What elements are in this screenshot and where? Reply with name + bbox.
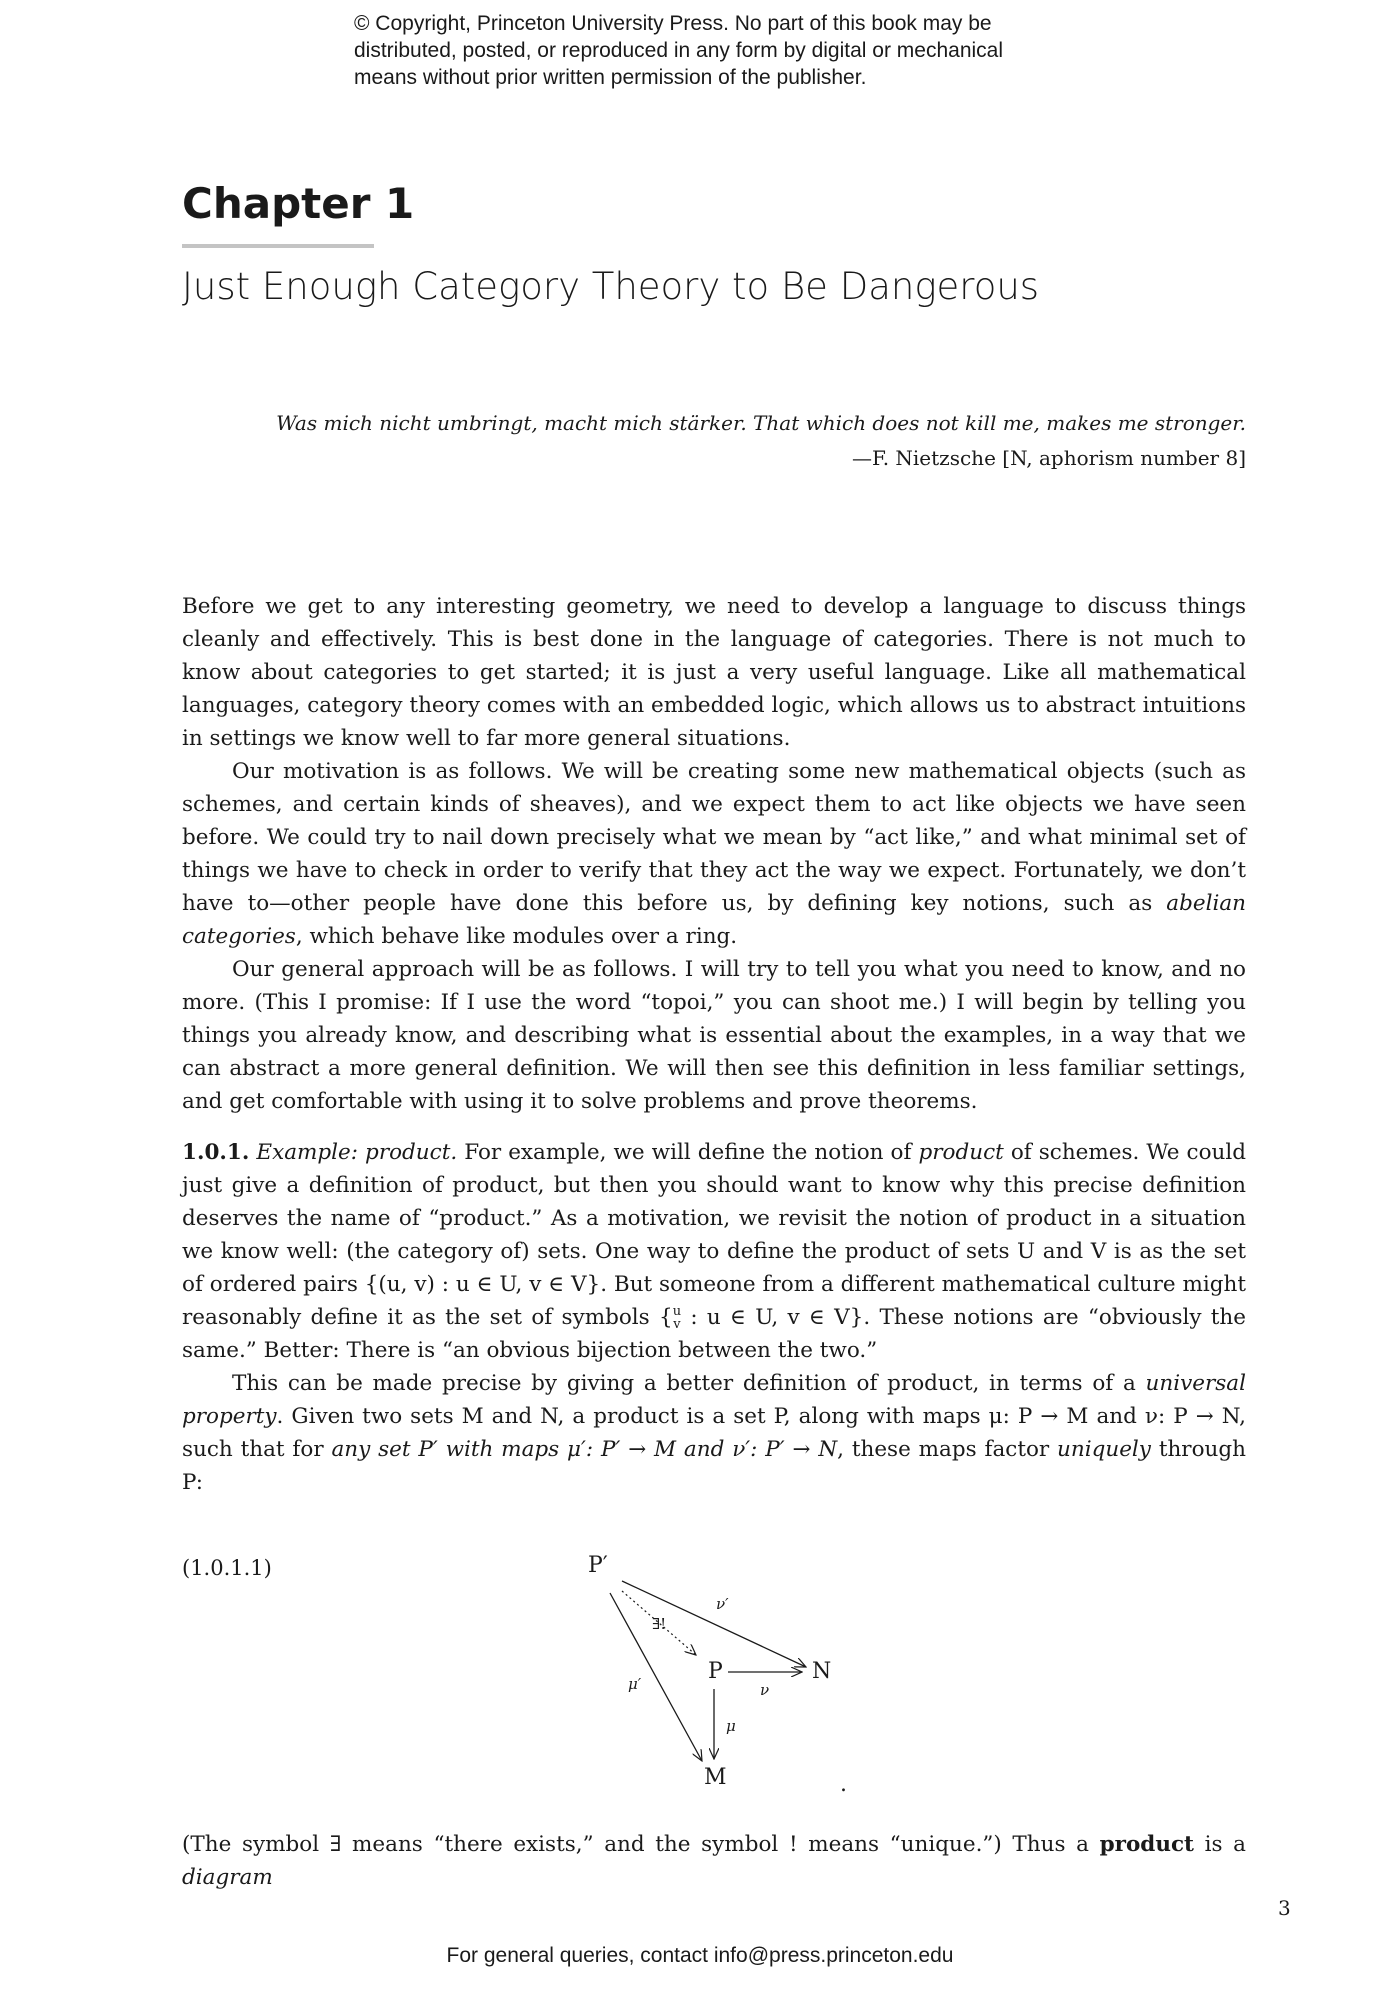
label-nu-prime: ν′: [716, 1595, 729, 1613]
section-number: 1.0.1.: [182, 1140, 250, 1165]
copyright-line-2: distributed, posted, or reproduced in any form by digital or mechanical: [354, 39, 1004, 62]
chapter-rule: [182, 244, 374, 248]
paragraph-approach: Our general approach will be as follows. I will try to tell you what you need to know, and no more. (This I promise: If I use the word “topoi,” you can shoot me.) I will begin by telling you things you already know, and describing what is essential about the examples, in a way that we can abstract a more general definition. We will then see this definition in less familiar settings, and get comfortable with using it to solve problems and prove theorems.: [182, 957, 1246, 1114]
label-nu: ν: [760, 1681, 770, 1699]
epigraph-quote: Was mich nicht umbringt, macht mich stärker. That which does not kill me, makes me stronger.: [276, 411, 1246, 435]
equation-label: (1.0.1.1): [182, 1556, 272, 1580]
emphasis-any-set: any set P′ with maps μ′: P′ → M and ν′: P′ → N: [331, 1437, 838, 1462]
chapter-body: [182, 590, 1246, 1499]
bold-product: product: [1099, 1832, 1194, 1857]
emphasis-uniquely: uniquely: [1057, 1437, 1151, 1462]
label-mu: μ: [726, 1717, 736, 1735]
emphasis-universal-property: universal property: [182, 1371, 1246, 1429]
paragraph-intro: Before we get to any interesting geometry, we need to develop a language to discuss things cleanly and effectively. This is best done in the language of categories. There is not much to know about categories to get started; it is just a very useful language. Like all mathematical languages, category theory comes with an embedded logic, which allows us to abstract intuitions in settings we know well to far more general situations.: [182, 594, 1246, 751]
epigraph: [182, 406, 1246, 476]
node-p-prime: P′: [588, 1553, 608, 1578]
diagram-period: .: [840, 1772, 847, 1797]
emphasis-product: product: [918, 1140, 1004, 1165]
chapter-label: Chapter 1: [182, 179, 415, 228]
emphasis-diagram: diagram: [182, 1865, 273, 1890]
node-p: P: [708, 1659, 723, 1684]
paragraph-example-product: 1.0.1. Example: product. For example, we will define the notion of product of schemes. We could just give a definition of product, but then you should want to know why this precise definition deserves the name of “product.” As a motivation, we revisit the notion of product in a situation we know well: (the category of) sets. One way to define the product of sets U and V is as the set of ordered pairs {(u, v) : u ∈ U, v ∈ V}. But someone from a different mathematical culture might reasonably define it as the set of symbols { u v : u ∈ U, v ∈ V}. These notions are “obviously the same.” Better: There is “an obvious bijection between the two.”: [182, 1140, 1246, 1363]
copyright-notice: [354, 10, 1114, 91]
footer-contact: For general queries, contact info@press.princeton.edu: [446, 1944, 954, 1967]
node-n: N: [812, 1659, 832, 1684]
epigraph-attribution: —F. Nietzsche [N, aphorism number 8]: [851, 446, 1246, 470]
node-m: M: [704, 1765, 727, 1790]
copyright-line-1: © Copyright, Princeton University Press. No part of this book may be: [354, 12, 992, 35]
stacked-symbol: u v: [672, 1304, 682, 1332]
emphasis-abelian-categories: abelian categories: [182, 891, 1246, 949]
paragraph-universal-property: This can be made precise by giving a better definition of product, in terms of a universal property. Given two sets M and N, a product is a set P, along with maps μ: P → M and ν: P → N, such that for any set P′ with maps μ′: P′ → M and ν′: P′ → N, these maps factor uniquely through P:: [182, 1371, 1246, 1495]
paragraph-motivation: Our motivation is as follows. We will be creating some new mathematical objects (such as schemes, and certain kinds of sheaves), and we expect them to act like objects we have seen before. We could try to nail down precisely what we mean by “act like,” and what minimal set of things we have to check in order to verify that they act the way we expect. Fortunately, we don’t have to—other people have done this before us, by defining key notions, such as abelian categories, which behave like modules over a ring.: [182, 759, 1246, 949]
commutative-diagram: [560, 1545, 880, 1805]
label-exists-unique: ∃!: [652, 1615, 667, 1633]
paragraph-closing: (The symbol ∃ means “there exists,” and the symbol ! means “unique.”) Thus a product is a diagram: [182, 1832, 1246, 1890]
chapter-title: Just Enough Category Theory to Be Dangerous: [182, 265, 1040, 308]
label-mu-prime: μ′: [628, 1675, 642, 1693]
copyright-line-3: means without prior written permission of the publisher.: [354, 66, 867, 89]
section-title: Example: product.: [256, 1140, 458, 1165]
page-number: 3: [1278, 1896, 1291, 1920]
arrow-nu-prime: [622, 1581, 806, 1667]
